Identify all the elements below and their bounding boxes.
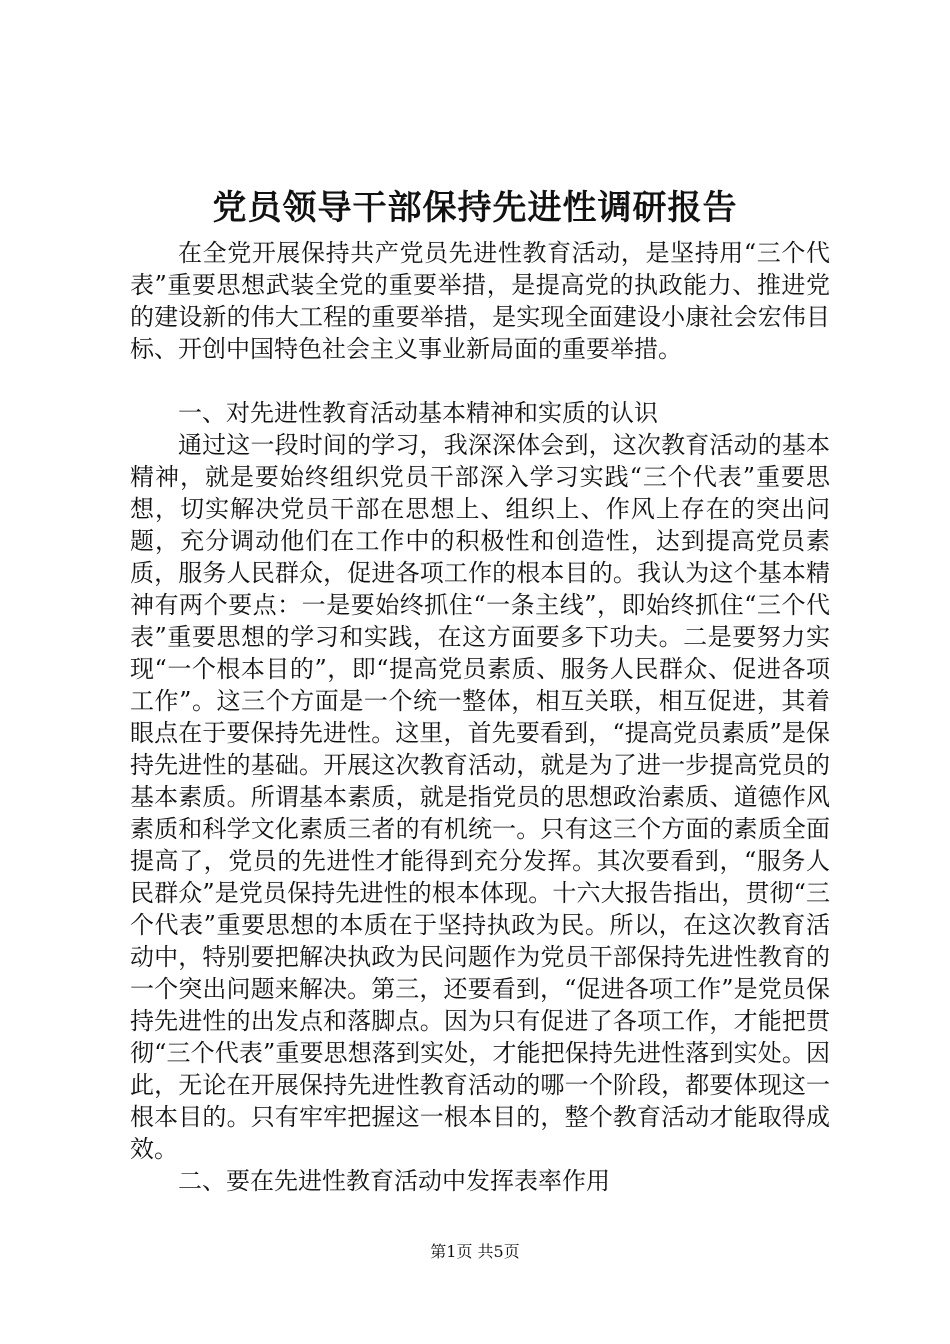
page-footer: 第1页 共5页 — [430, 1242, 520, 1261]
document-title: 党员领导干部保持先进性调研报告 — [212, 188, 738, 228]
section-heading-1: 一、对先进性教育活动基本精神和实质的认识 — [178, 399, 658, 427]
intro-paragraph: 在全党开展保持共产党员先进性教育活动，是坚持用“三个代表”重要思想武装全党的重要举措，是提高党的执政能力、推进党的建设新的伟大工程的重要举措，是实现全面建设小康社会宏伟目标、开创中国特色社会主义事业新局面的重要举措。 — [130, 239, 830, 363]
section-1-paragraph: 通过这一段时间的学习，我深深体会到，这次教育活动的基本精神，就是要始终组织党员干部深入学习实践“三个代表”重要思想，切实解决党员干部在思想上、组织上、作风上存在的突出问题，充分调动他们在工作中的积极性和创造性，达到提高党员素质，服务人民群众，促进各项工作的根本目的。我认为这个基本精神有两个要点：一是要始终抓住“一条主线”，即始终抓住“三个代表”重要思想的学习和实践，在这方面要多下功夫。二是要努力实现“一个根本目的”，即“提高党员素质、服务人民群众、促进各项工作”。这三个方面是一个统一整体，相互关联，相互促进，其着眼点在于要保持先进性。这里，首先要看到，“提高党员素质”是保持先进性的基础。开展这次教育活动，就是为了进一步提高党员的基本素质。所谓基本素质，就是指党员的思想政治素质、道德作风素质和科学文化素质三者的有机统一。只有这三个方面的素质全面提高了，党员的先进性才能得到充分发挥。其次要看到，“服务人民群众”是党员保持先进性的根本体现。十六大报告指出，贯彻“三个代表”重要思想的本质在于坚持执政为民。所以，在这次教育活动中，特别要把解决执政为民问题作为党员干部保持先进性教育的一个突出问题来解决。第三，还要看到，“促进各项工作”是党员保持先进性的出发点和落脚点。因为只有促进了各项工作，才能把贯彻“三个代表”重要思想落到实处，才能把保持先进性落到实处。因此，无论在开展保持先进性教育活动的哪一个阶段，都要体现这一根本目的。只有牢牢把握这一根本目的，整个教育活动才能取得成效。 — [130, 431, 830, 1163]
document-body — [130, 237, 830, 1197]
section-heading-2: 二、要在先进性教育活动中发挥表率作用 — [178, 1167, 610, 1195]
